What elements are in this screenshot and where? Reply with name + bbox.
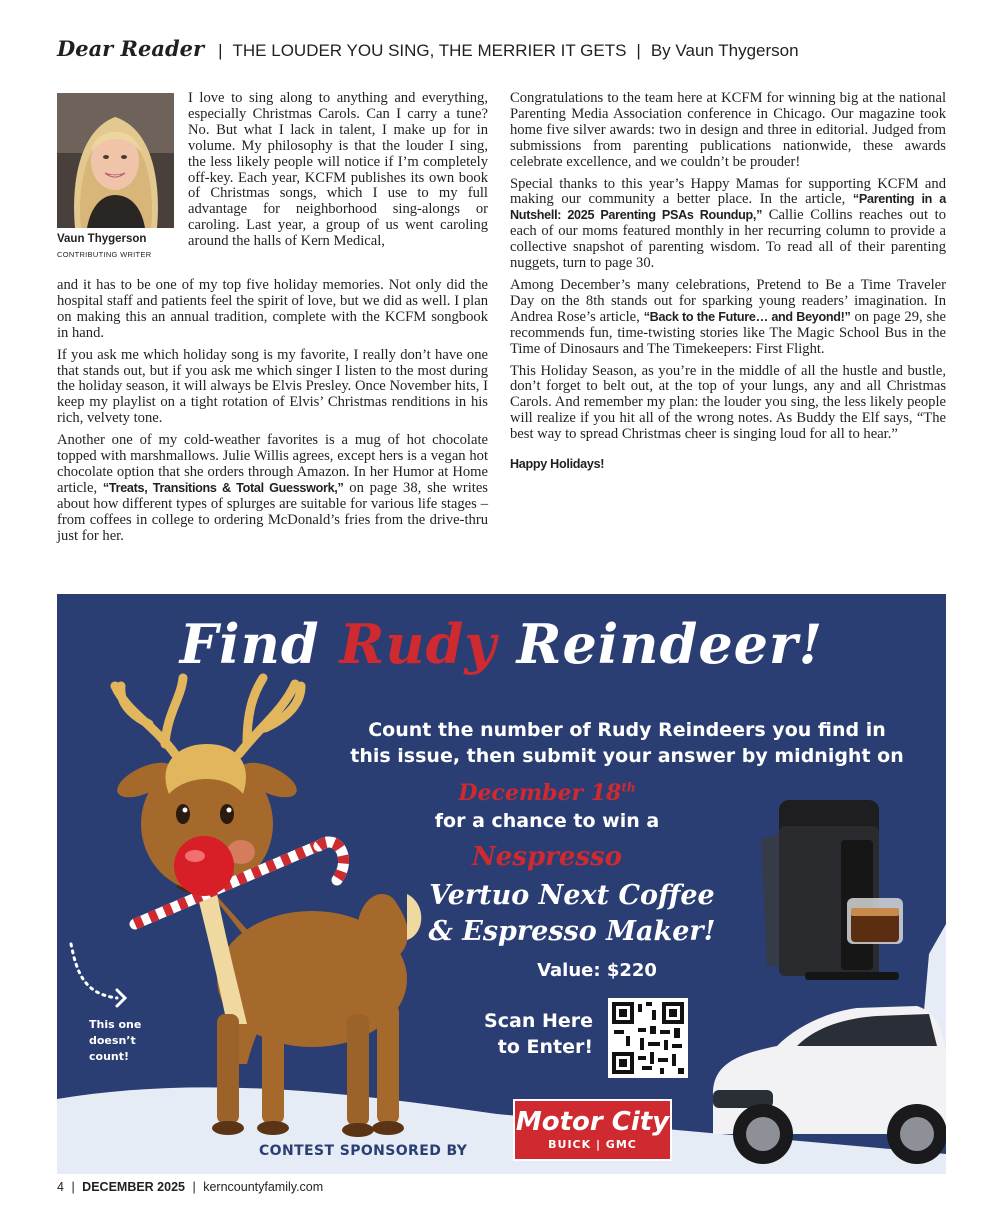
- prize-name: [397, 878, 747, 950]
- column-name: Dear Reader: [57, 36, 205, 61]
- contest-ad: [57, 594, 946, 1174]
- article-reference: “Treats, Transitions & Total Guesswork,”: [102, 480, 344, 495]
- article-reference: “Parenting in a Nutshell: 2025 Parenting PSAs Roundup,”: [510, 192, 946, 223]
- headline: THE LOUDER YOU SING, THE MERRIER IT GETS: [232, 41, 627, 60]
- decoy-note: This one doesn’t count!: [89, 1018, 142, 1063]
- header-separator: |: [218, 41, 223, 60]
- prize-brand: Nespresso: [472, 842, 622, 872]
- website: kerncountyfamily.com: [203, 1180, 324, 1194]
- paragraph: If you ask me which holiday song is my favorite, I really don’t have one that stands out, but if you ask me which singer I listen to the most during the holiday season, it will always be Elvis Presley. Once November hits, I keep my playlist on a tight rotation of Elvis’ Christmas renditions in his rich, velvety tone.: [57, 346, 488, 427]
- paragraph-text: Another one of my cold-weather favorites is a mug of hot chocolate topped with marshmallows. Julie Willis agrees, except hers is a vegan hot chocolate option that she orders through Amazon. In her Humor at Home article,: [57, 432, 488, 496]
- page-footer: [57, 1180, 323, 1194]
- deadline-suffix: th: [621, 780, 636, 795]
- paragraph-text: on page 38, she writes about how different types of splurges are suitable for various life stages – from coffees in college to ordering McDonald’s fries from the drive-thru just for her.: [57, 479, 488, 544]
- paragraph-text: Among December’s many celebrations, Pretend to Be a Time Traveler Day on the 8th stands out for sparking young readers’ imagination. In Andrea Rose’s article,: [510, 276, 946, 325]
- ad-title: [57, 612, 946, 676]
- article-right-column: [510, 91, 946, 473]
- author-name: Vaun Thygerson: [57, 233, 147, 245]
- contest-chance-text: for a chance to win a: [434, 810, 660, 832]
- paragraph-text: Special thanks to this year’s Happy Mamas for supporting KCFM and making our community a better place. In the article,: [510, 175, 946, 208]
- author-role: CONTRIBUTING WRITER: [57, 250, 152, 259]
- article-reference: “Back to the Future… and Beyond!”: [643, 309, 851, 324]
- paragraph: I love to sing along to anything and everything, especially Christmas Carols. Can I carry a tune? No. But what I lack in talent, I make up for in volume. My philosophy is that the louder I sing, the less likely people will notice if I’m completely off-key. Each year, KCFM publishes its own book of Christmas songs, which I use to my full advantage for neighborhood sing-alongs or caroling. Last year, a group of us went caroling around the halls of Kern Medical,: [188, 90, 488, 250]
- sponsor-subtitle: BUICK | GMC: [548, 1138, 637, 1151]
- author-photo: [57, 93, 174, 228]
- ad-title-rudy: Rudy: [339, 612, 497, 676]
- paragraph: Congratulations to the team here at KCFM for winning big at the national Parenting Media Association conference in Chicago. Our magazine took home five silver awards: two in design and three in editorial. Judged from submissions from parenting publications nationwide, these awards celebrate excellence, and we couldn’t be prouder!: [510, 90, 946, 170]
- prize-value: Value: $220: [537, 960, 657, 981]
- byline: By Vaun Thygerson: [650, 41, 799, 60]
- contest-deadline: [397, 780, 697, 806]
- footer-separator: |: [71, 1180, 75, 1194]
- header-separator: |: [636, 41, 641, 60]
- scan-line: Scan Here: [484, 1010, 593, 1032]
- ad-title-reindeer: Reindeer!: [516, 612, 824, 676]
- paragraph: [510, 177, 946, 272]
- qr-code[interactable]: [608, 998, 688, 1078]
- article-wrap-text: [188, 91, 488, 256]
- scan-prompt: [457, 1008, 593, 1060]
- prize-line: Vertuo Next Coffee: [429, 880, 715, 911]
- deadline-text: December 18: [458, 780, 622, 806]
- qr-code-icon: [608, 998, 688, 1078]
- prize-line: & Espresso Maker!: [428, 916, 716, 947]
- page-header: [57, 36, 947, 66]
- signoff: Happy Holidays!: [510, 457, 605, 472]
- page-number: 4: [57, 1180, 64, 1194]
- contest-instructions: Count the number of Rudy Reindeers you find in this issue, then submit your answer by midnight on: [350, 719, 904, 767]
- paragraph: This Holiday Season, as you’re in the middle of all the hustle and bustle, don’t forget to belt out, at the top of your lungs, any and all Christmas Carols. And remember my plan: the louder you sing, the less likely people will realize if you hit all of the wrong notes. As Buddy the Elf says, “The best way to spread Christmas cheer is singing loud for all to hear.”: [510, 362, 946, 443]
- issue-date: DECEMBER 2025: [82, 1180, 185, 1194]
- footer-separator: |: [192, 1180, 196, 1194]
- coffee-machine-image: [761, 800, 903, 980]
- paragraph: and it has to be one of my top five holiday memories. Not only did the hospital staff and patients feel the spirit of love, but we did as well. I plan on making this an annual tradition, complete with the KCFM songbook in hand.: [57, 277, 488, 341]
- article-left-column: [57, 278, 488, 551]
- sponsor-logo: [513, 1099, 672, 1161]
- paragraph: [57, 433, 488, 544]
- sponsor-name: Motor City: [515, 1107, 670, 1137]
- sponsor-label: CONTEST SPONSORED BY: [259, 1143, 468, 1159]
- paragraph-text: Callie Collins reaches out to each of our moms featured monthly in her recurring column to provide a collective snapshot of parenting wisdom. To read all of their parenting nuggets, turn to page 30.: [510, 207, 946, 272]
- suv-image: [713, 1006, 946, 1164]
- ad-title-find: Find: [179, 612, 320, 676]
- dotted-arrow: [71, 944, 117, 998]
- paragraph: [510, 278, 946, 358]
- scan-line: to Enter!: [497, 1036, 593, 1058]
- paragraph-text: on page 29, she recommends fun, time-twisting stories like The Magic School Bus in the Time of Dinosaurs and The Timekeepers: First Flight.: [510, 308, 946, 357]
